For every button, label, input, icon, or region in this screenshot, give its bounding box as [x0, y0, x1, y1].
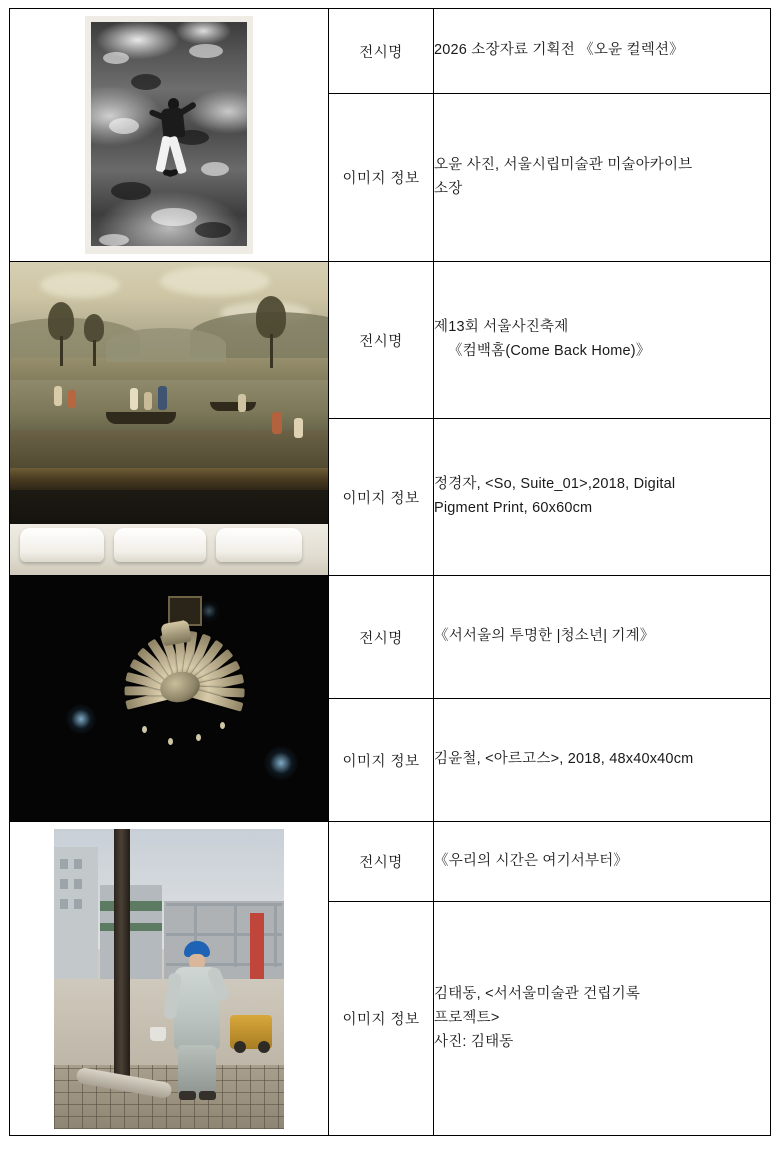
artwork-image-cell-3	[10, 576, 329, 822]
title-line: 제13회 서울사진축제	[434, 319, 569, 336]
info-line: Pigment Print, 60x60cm	[434, 500, 593, 516]
exhibition-title-3: 《서서울의 투명한 |청소년| 기계》	[434, 576, 771, 699]
exhibition-title-4: 《우리의 시간은 여기서부터》	[434, 822, 771, 902]
artwork-image-cell-1	[10, 9, 329, 262]
exhibition-title-1: 2026 소장자료 기획전 《오윤 컬렉션》	[434, 9, 771, 94]
info-line: 김태동, <서서울미술관 건립기록	[434, 985, 641, 1002]
utility-pole	[114, 829, 130, 1081]
image-info-value-3	[434, 699, 771, 822]
image-info-value-2	[434, 419, 771, 576]
exhibition-label-3: 전시명	[329, 576, 434, 699]
info-line: 프로젝트>	[434, 1009, 500, 1026]
title-line: 《컴백홈(Come Back Home)》	[448, 343, 651, 359]
oyun-collection-photo	[10, 9, 328, 261]
exhibition-label-1: 전시명	[329, 9, 434, 94]
info-line: 정경자, <So, Suite_01>,2018, Digital	[434, 476, 676, 493]
image-info-value-4	[434, 902, 771, 1136]
info-line: 오윤 사진, 서울시립미술관 미술아카이브	[434, 156, 693, 173]
table-row	[10, 9, 771, 94]
photo-print-border	[85, 16, 253, 254]
exhibition-title-2	[434, 262, 771, 419]
table-row	[10, 262, 771, 419]
argos-sculpture-photo	[10, 576, 328, 821]
info-line: 김윤철, <아르고스>, 2018, 48x40x40cm	[434, 751, 694, 768]
artwork-image-cell-4	[10, 822, 329, 1136]
exhibition-info-table	[9, 8, 771, 1136]
photo-image-area	[91, 22, 247, 246]
image-info-label-2: 이미지 정보	[329, 419, 434, 576]
image-info-label-1: 이미지 정보	[329, 94, 434, 262]
image-info-label-3: 이미지 정보	[329, 699, 434, 822]
construction-site-photo	[10, 822, 328, 1135]
image-info-value-1	[434, 94, 771, 262]
info-line: 사진: 김태동	[434, 1033, 514, 1050]
image-info-label-4: 이미지 정보	[329, 902, 434, 1136]
photo-image-area	[54, 829, 284, 1129]
pillow	[114, 528, 206, 562]
picture-frame	[10, 468, 328, 492]
table-row	[10, 822, 771, 902]
worker-figure	[166, 941, 228, 1101]
exhibition-label-2: 전시명	[329, 262, 434, 419]
exhibition-label-4: 전시명	[329, 822, 434, 902]
artwork-image-cell-2	[10, 262, 329, 576]
painting-area	[10, 262, 328, 474]
pillow	[216, 528, 302, 562]
seoul-photo-festival-photo	[10, 262, 328, 575]
pillow	[20, 528, 104, 562]
table-row	[10, 576, 771, 699]
figure-silhouette	[149, 98, 199, 188]
info-line: 소장	[434, 180, 463, 197]
